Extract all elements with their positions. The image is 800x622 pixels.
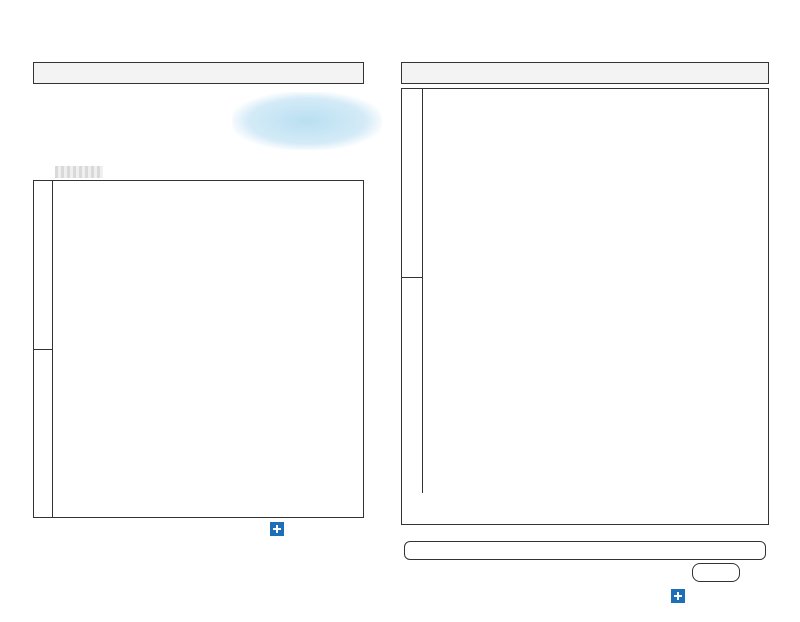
left-logo: [270, 522, 288, 536]
zeroplus-logo-icon: [270, 522, 284, 536]
score-box: [692, 563, 740, 582]
section-label-office: [34, 349, 53, 517]
left-page-title: [33, 62, 364, 84]
section-label-construction: [402, 89, 423, 278]
decision-answer-box: [404, 541, 766, 560]
right-survey-table: [401, 88, 769, 525]
zeroplus-logo-icon: [671, 589, 685, 603]
right-logo: [671, 589, 689, 603]
redacted-name: [55, 166, 103, 178]
thanks-illustration: [232, 92, 382, 150]
left-survey-table: [33, 180, 364, 518]
section-label-company: [402, 277, 423, 493]
right-page-title: [401, 62, 769, 84]
section-label-sales: [34, 181, 53, 350]
